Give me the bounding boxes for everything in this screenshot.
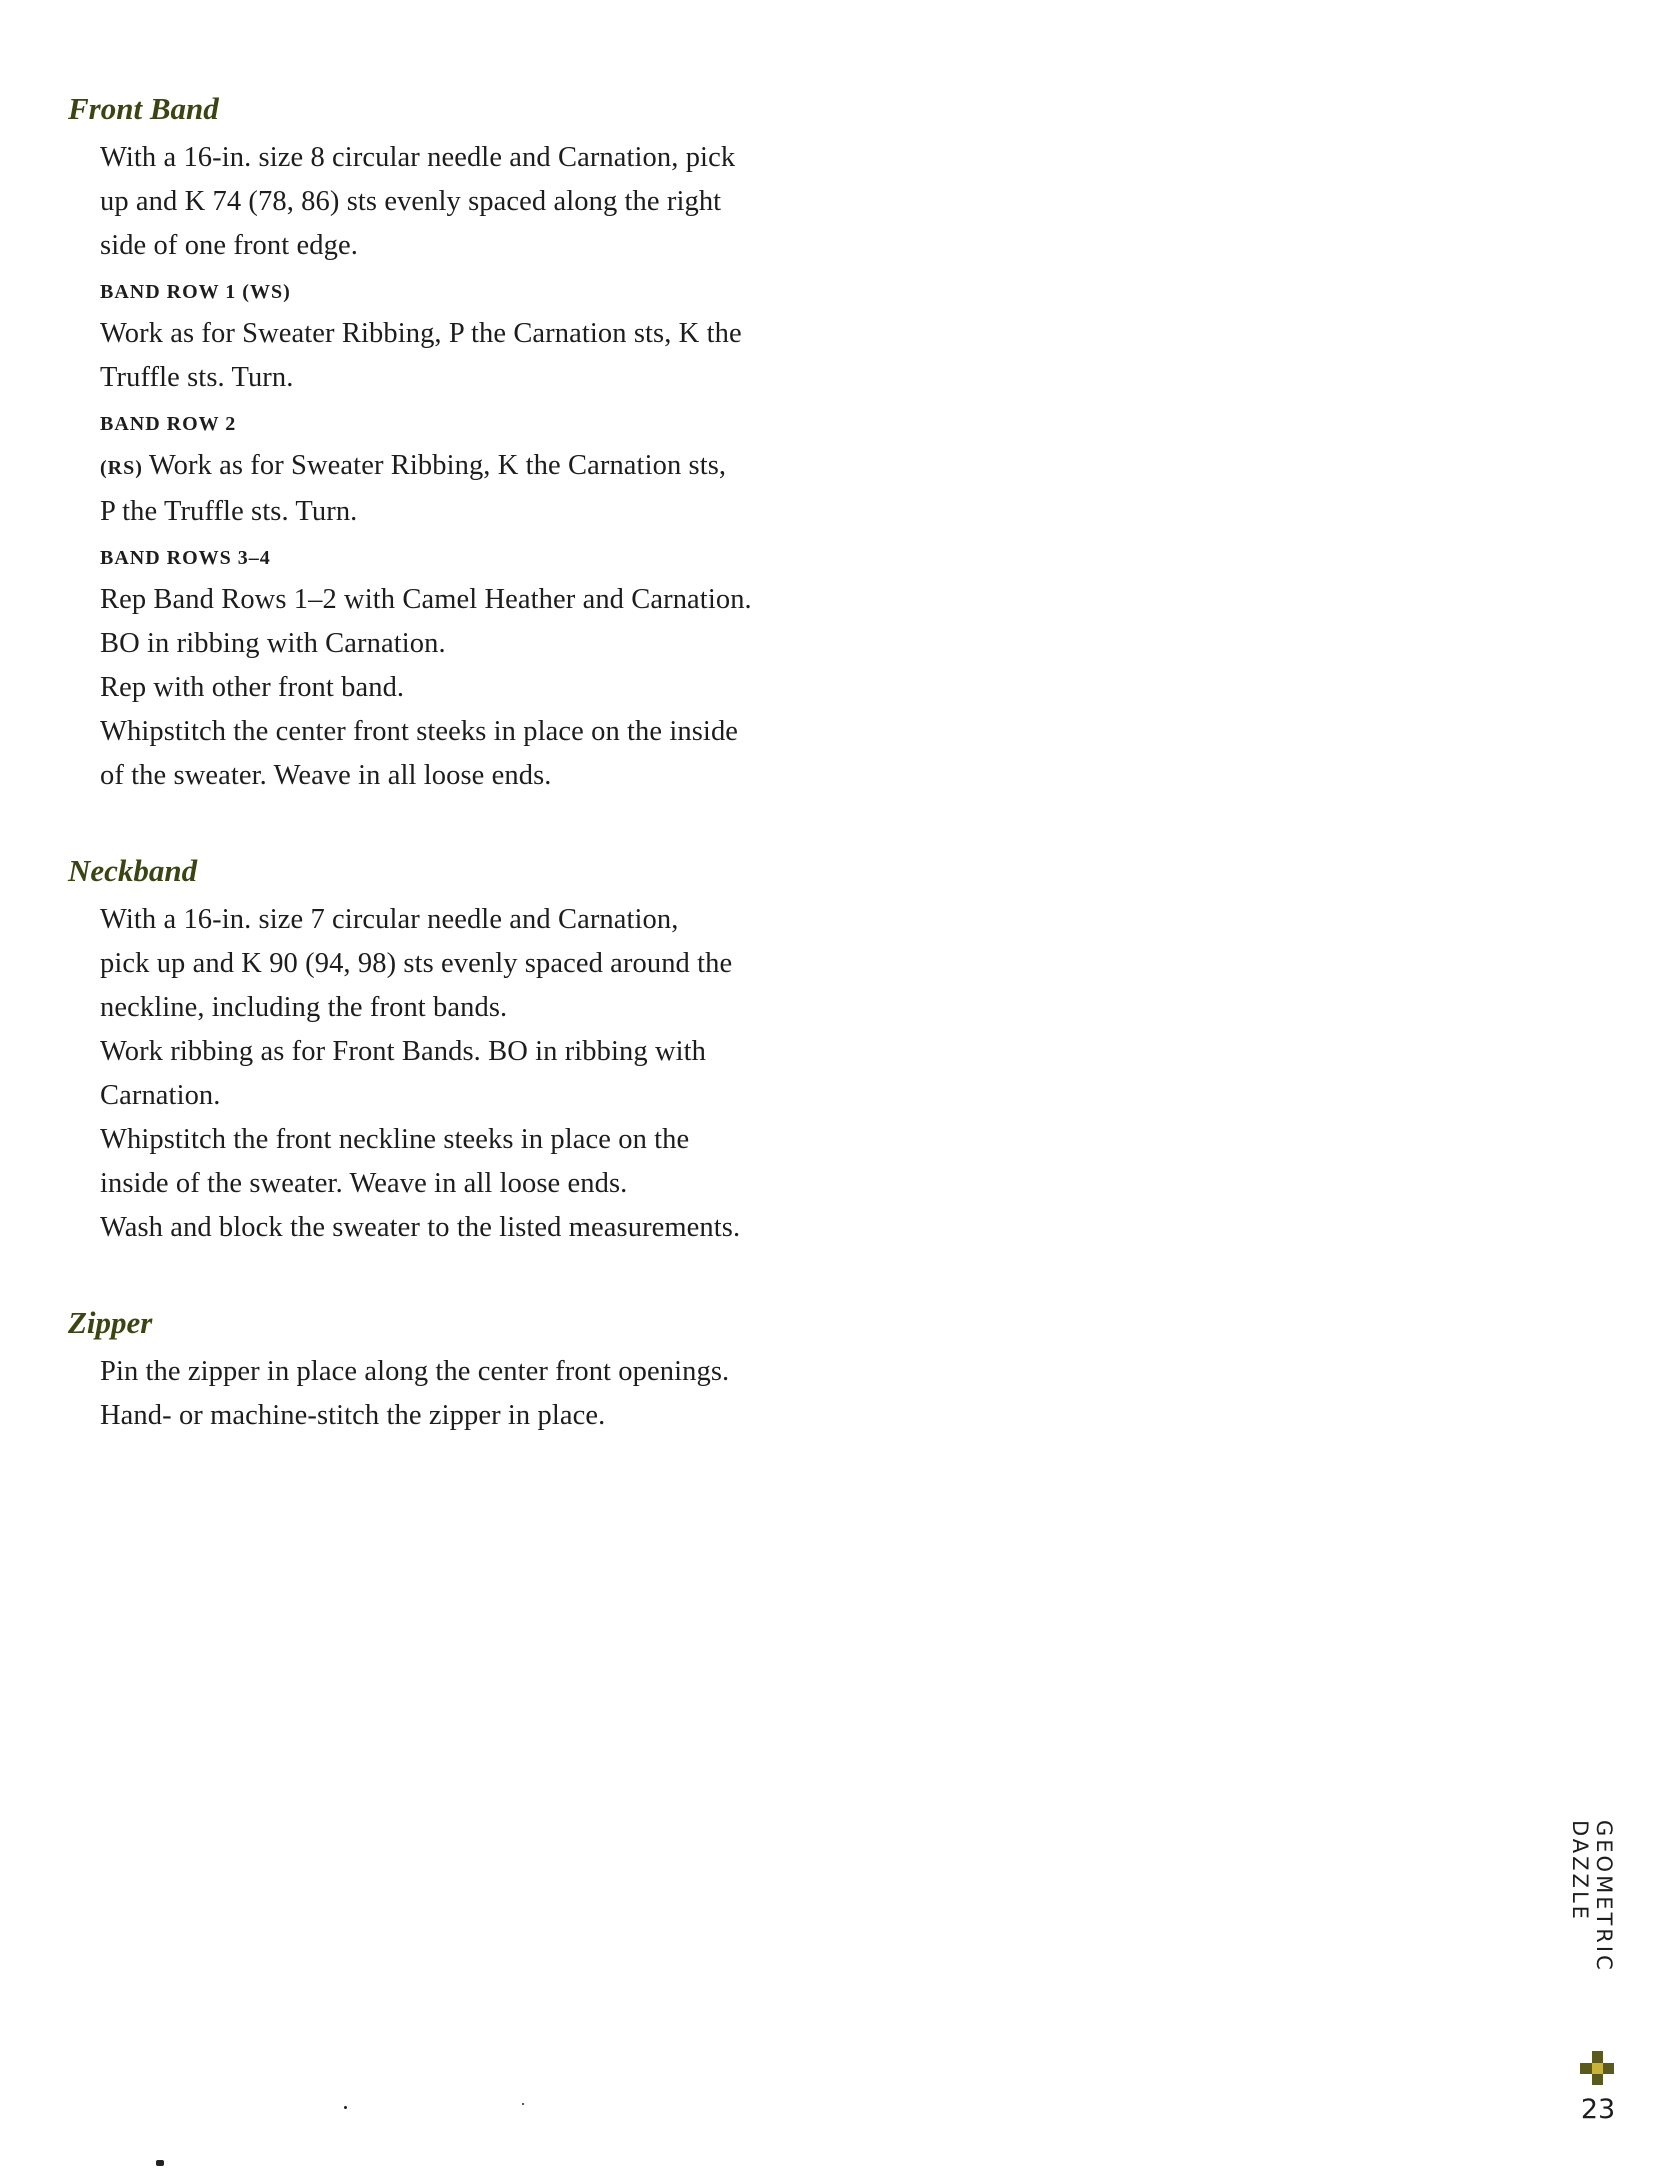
band-rows-3-4-label: BAND ROWS 3–4 [100,547,271,569]
band-row-1-line: Truffle sts. Turn. [100,362,294,393]
scan-speck [522,2103,524,2105]
running-title: GEOMETRIC DAZZLE [1568,1820,1616,1973]
neckband-line: Whipstitch the front neckline steeks in place on the [100,1124,690,1155]
neckband-line: Work ribbing as for Front Bands. BO in ribbing with [100,1036,707,1067]
band-rows-3-4-line: of the sweater. Weave in all loose ends. [100,760,552,791]
page-number: 23 [1580,2094,1616,2125]
main-column [68,88,788,1490]
zipper-line: Pin the zipper in place along the center front openings. [100,1356,730,1387]
front-band-intro-line: side of one front edge. [100,230,358,261]
band-row-2-line [100,444,788,490]
neckband-line: neckline, including the front bands. [100,992,508,1023]
front-band-body [68,136,788,798]
scan-speck [344,2106,347,2109]
zipper-section [68,1302,788,1438]
front-band-heading: Front Band [68,91,219,126]
neckband-heading: Neckband [68,853,198,888]
right-side-marker: (RS) [100,457,143,479]
band-row-2-line: P the Truffle sts. Turn. [100,496,358,527]
scan-speck [156,2160,164,2166]
neckband-body [68,898,788,1250]
front-band-intro-line: With a 16-in. size 8 circular needle and Carnation, pick [100,142,736,173]
cross-center [1592,2063,1603,2074]
band-row-2-text: Work as for Sweater Ribbing, K the Carnation sts, [148,450,727,481]
zipper-heading: Zipper [68,1305,153,1340]
band-rows-3-4-line: Rep Band Rows 1–2 with Camel Heather and Carnation. [100,584,752,615]
band-rows-3-4-line: BO in ribbing with Carnation. [100,628,446,659]
neckband-line: inside of the sweater. Weave in all loose ends. [100,1168,628,1199]
front-band-intro-line: up and K 74 (78, 86) sts evenly spaced along the right [100,186,722,217]
zipper-line: Hand- or machine-stitch the zipper in place. [100,1400,606,1431]
band-row-2-label: BAND ROW 2 [100,413,237,435]
neckband-line: With a 16-in. size 7 circular needle and Carnation, [100,904,679,935]
neckband-line: Carnation. [100,1080,221,1111]
neckband-line: pick up and K 90 (94, 98) sts evenly spaced around the [100,948,733,979]
neckband-line: Wash and block the sweater to the listed measurements. [100,1212,741,1243]
band-rows-3-4-line: Rep with other front band. [100,672,405,703]
neckband-section [68,850,788,1250]
band-row-1-label: BAND ROW 1 (WS) [100,281,291,303]
band-row-1-line: Work as for Sweater Ribbing, P the Carnation sts, K the [100,318,742,349]
band-rows-3-4-line: Whipstitch the center front steeks in place on the inside [100,716,739,747]
plus-cross-icon [1580,2051,1614,2085]
front-band-section [68,88,788,798]
zipper-body [68,1350,788,1438]
